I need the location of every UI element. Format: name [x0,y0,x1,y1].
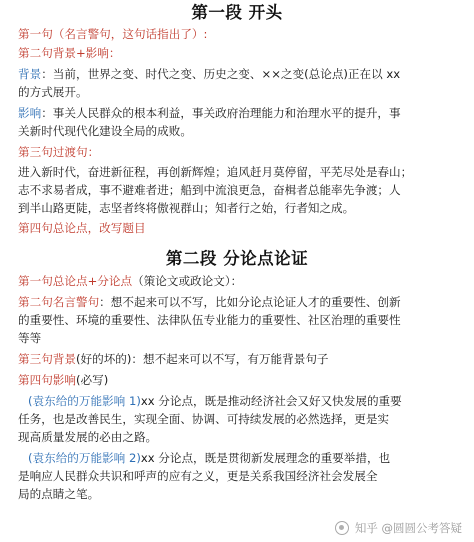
influence-2-text-1: xx 分论点，既是贯彻新发展理念的重要举措，也 [140,451,391,465]
section-1-body [18,25,460,237]
background-paragraph-line-2: 的方式展开。 [18,85,88,99]
s2-sentence-4-rest: (必写) [75,373,109,387]
s2-sentence-1 [18,272,460,290]
s2-sentence-2-line-1 [18,293,460,311]
influence-1-line-2: 任务，也是改善民生，实现全面、协调、可持续发展的必然选择，更是实 [18,412,390,426]
background-label: 背景 [18,67,42,81]
section-2-title: 第二段 分论点论证 [165,249,309,268]
sentence-2-heading: 第二句背景+影响： [18,46,121,60]
influence-1-label: (袁东给的万能影响 1) [28,394,141,408]
influence-paragraph-line-2: 关新时代现代化建设全局的成败。 [18,124,192,138]
influence-text-1: ：事关人民群众的根本利益，事关政府治理能力和治理水平的提升，事 [41,106,401,120]
s2-sentence-3-rest: (好的坏的)：想不起来可以不写，有万能背景句子 [75,352,329,366]
s2-sentence-1-rest: （策论文或政论文）： [132,274,243,288]
influence-1-line-1 [18,392,460,410]
zhihu-logo-icon [335,521,349,535]
transition-line-1: 进入新时代，奋进新征程，再创新辉煌；追风赶月莫停留，平芜尽处是春山； [18,165,413,179]
section-1-title: 第一段 开头 [191,3,283,22]
influence-1-text-1: xx 分论点，既是推动经济社会又好又快发展的重要 [140,394,402,408]
s2-sentence-1-label-prefix: 第 [18,274,30,288]
influence-label: 影响 [18,106,42,120]
watermark-text: 知乎 @圆圆公考答疑 [354,521,462,535]
s2-sentence-2-text-1: ：想不起来可以不写，比如分论点论证人才的重要性、创新 [99,295,401,309]
influence-2-line-3: 局的点睛之笔。 [18,487,100,501]
s2-sentence-2-line-2: 的重要性、环境的重要性、法律队伍专业能力的重要性、社区治理的重要性 [18,313,401,327]
sentence-1-heading: 第一句（名言警句，这句话指出了）: [18,27,208,41]
section-2 [0,248,474,270]
section-2-body [18,272,460,503]
influence-2-line-2: 是响应人民群众共识和呼声的应有之义，更是关系我国经济社会发展全 [18,469,378,483]
influence-paragraph-line-1 [18,104,460,122]
s2-sentence-4 [18,371,460,389]
sentence-4-heading: 第四句总论点，改写题目 [18,221,146,235]
background-text-1: ：当前，世界之变、时代之变、历史之变、××之变(总论点)正在以 xx [41,67,401,81]
transition-line-3: 到半山路更陡，志坚者终将傲视群山；知者行之始，行者知之成。 [18,201,355,215]
s2-sentence-2-label: 第二句名言警句 [18,295,100,309]
s2-sentence-1-label: 一句总论点+分论点 [29,274,133,288]
s2-sentence-3 [18,350,460,368]
s2-sentence-2-line-3: 等等 [18,331,42,345]
sentence-3-heading: 第三句过渡句： [18,145,100,159]
s2-sentence-4-label: 第四句影响 [18,373,76,387]
influence-2-label: (袁东给的万能影响 2) [28,451,141,465]
influence-2-line-1 [18,449,460,467]
section-1 [0,2,474,24]
watermark [335,520,462,536]
s2-sentence-3-label: 第三句背景 [18,352,76,366]
transition-line-2: 志不求易者成，事不避难者进；船到中流浪更急，奋楫者总能率先争渡；人 [18,183,401,197]
background-paragraph-line-1 [18,65,460,83]
influence-1-line-3: 现高质量发展的必由之路。 [18,430,158,444]
